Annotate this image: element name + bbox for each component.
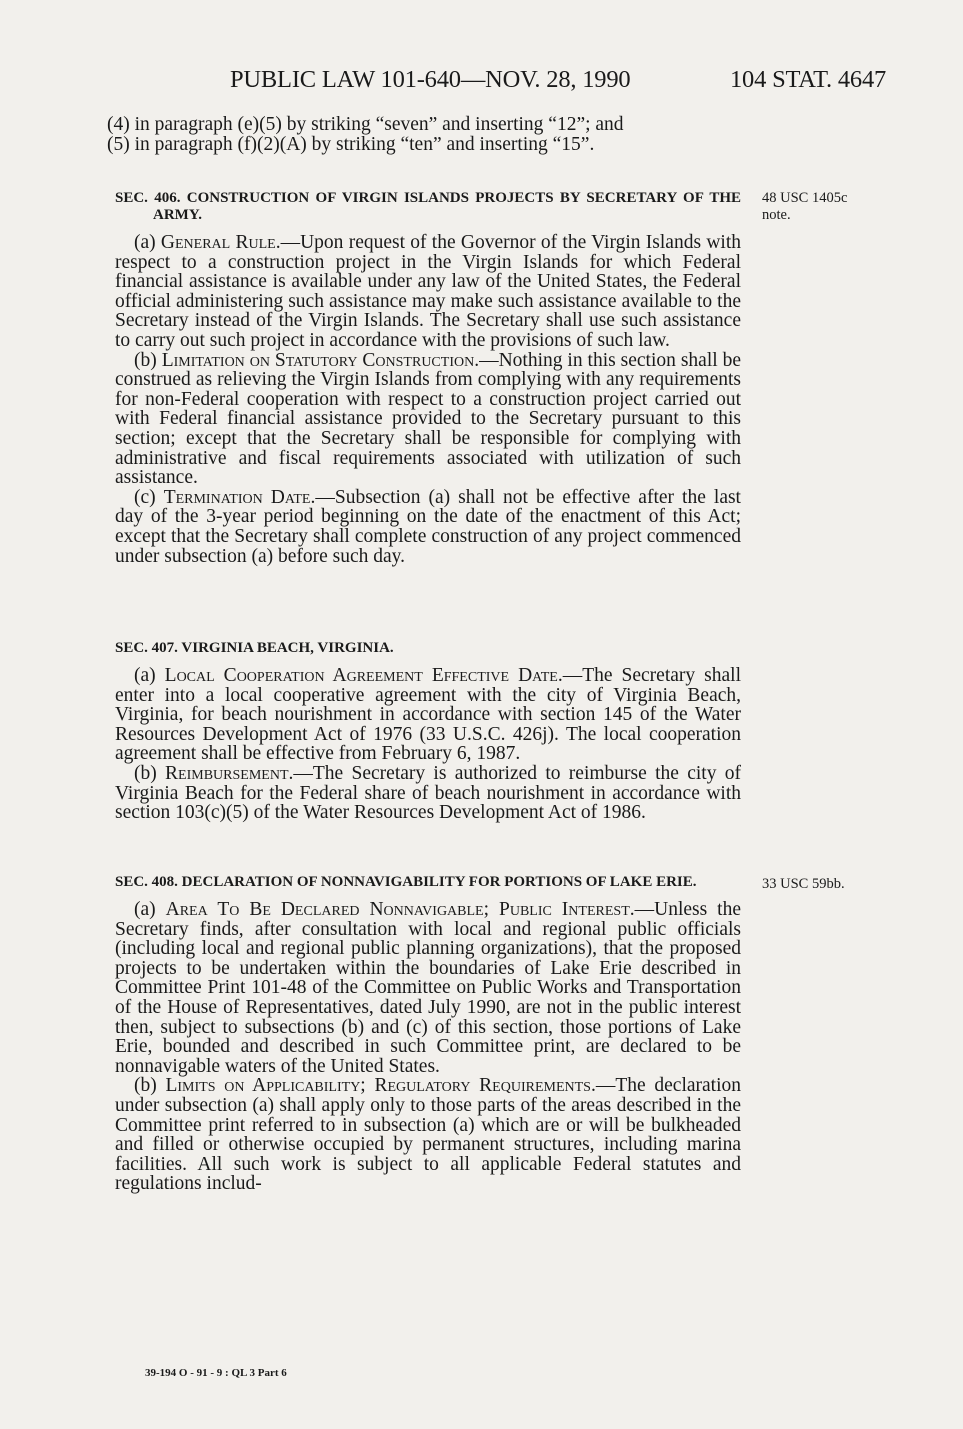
section-407-a-text: —The Secretary shall enter into a local cooperative agreement with the city of Virginia Beach, Virginia, for beach nourishment in accordance with section 145 of the Water Resources Development Act of 1976 (33 U.S.C. 426j). The local cooperation agreement shall be effective from February 6, 1987. [115,665,741,765]
section-408-b [115,1076,741,1194]
section-407 [115,640,741,823]
section-408-b-heading: Limits on Applicability; Regulatory Requirements. [165,1075,596,1097]
section-406-c-text: —Subsection (a) shall not be effective after the last day of the 3-year period beginning on the date of the enactment of this Act; except that the Secretary shall complete construction of any project commenced under subsection (a) before such day. [115,486,741,567]
section-408-a [115,900,741,1076]
section-406-b-text: —Nothing in this section shall be construed as relieving the Virgin Islands from complying with any requirements for non-Federal cooperation with respect to a construction project carried out with Federal financial assistance provided to the Secretary pursuant to this section; except that the Secretary shall be responsible for complying with administrative and fiscal requirements associated with utilization of such assistance. [115,349,741,489]
section-406-a-label: (a) [134,232,161,253]
section-406-a [115,233,741,351]
section-407-b-text: —The Secretary is authorized to reimburse the city of Virginia Beach for the Federal share of beach nourishment in accordance with section 103(c)(5) of the Water Resources Development Act of 1986. [115,762,741,824]
statute-page-number: 104 STAT. 4647 [730,66,887,93]
section-406-c-heading: Termination Date. [163,486,316,508]
margin-note-406: 48 USC 1405c note. [762,190,848,223]
section-407-a [115,666,741,764]
section-407-b-label: (b) [134,762,166,784]
section-408-a-label: (a) [134,899,166,920]
section-407-b [115,764,741,823]
section-406-b-label: (b) [134,349,162,371]
section-406 [115,190,741,566]
section-407-a-heading: Local Cooperation Agreement Effective Date. [164,665,563,686]
section-407-a-label: (a) [134,665,165,686]
item-5: (5) in paragraph (f)(2)(A) by striking “ten” and inserting “15”. [107,133,595,155]
section-406-c [115,488,741,566]
section-408-b-label: (b) [134,1075,166,1097]
section-407-b-heading: Reimbursement. [165,762,294,784]
section-408-b-text: —The declaration under subsection (a) shall apply only to those parts of the areas described in the Committee print referred to in subsection (a) which are or will be bulkheaded and filled or otherwise occupied by permanent structures, including marina facilities. All such work is subject to all applicable Federal statutes and regulations includ- [115,1075,741,1195]
print-footer: 39-194 O - 91 - 9 : QL 3 Part 6 [145,1367,287,1379]
section-408-heading: SEC. 408. DECLARATION OF NONNAVIGABILITY FOR PORTIONS OF LAKE ERIE. [115,874,697,890]
section-406-a-text: —Upon request of the Governor of the Virgin Islands with respect to a construction project in the Virgin Islands for which Federal financial assistance is available under any law of the United States, the Federal official administering such assistance may make such assistance available to the Secretary instead of the Virgin Islands. The Secretary shall use such assistance to carry out such project in accordance with the provisions of such law. [115,232,741,351]
running-head-title: PUBLIC LAW 101-640—NOV. 28, 1990 [230,66,631,93]
amendment-items [107,114,741,155]
section-406-b-heading: Limitation on Statutory Construction. [161,349,480,371]
section-406-a-heading: General Rule. [160,232,281,253]
section-406-c-label: (c) [134,486,164,508]
section-408-a-heading: Area To Be Declared Nonnavigable; Public Interest. [165,899,635,920]
item-4: (4) in paragraph (e)(5) by striking “seven” and inserting “12”; and [107,114,624,135]
section-406-b [115,351,741,488]
section-408-a-text: —Unless the Secretary finds, after consultation with local and regional public officials (including local and regional public planning organizations), that the proposed projects to be undertaken within the boundaries of Lake Erie described in Committee Print 101-48 of the Committee on Public Works and Transportation of the House of Representatives, dated July 1990, are not in the public interest then, subject to subsections (b) and (c) of this section, those portions of Lake Erie, bounded and described in such Committee print, are declared to be nonnavigable waters of the United States. [115,899,742,1077]
section-406-heading: SEC. 406. CONSTRUCTION OF VIRGIN ISLANDS PROJECTS BY SECRETARY OF THE ARMY. [115,190,741,223]
section-407-heading: SEC. 407. VIRGINIA BEACH, VIRGINIA. [115,640,394,656]
margin-note-408: 33 USC 59bb. [762,876,845,892]
section-408 [115,874,741,1194]
